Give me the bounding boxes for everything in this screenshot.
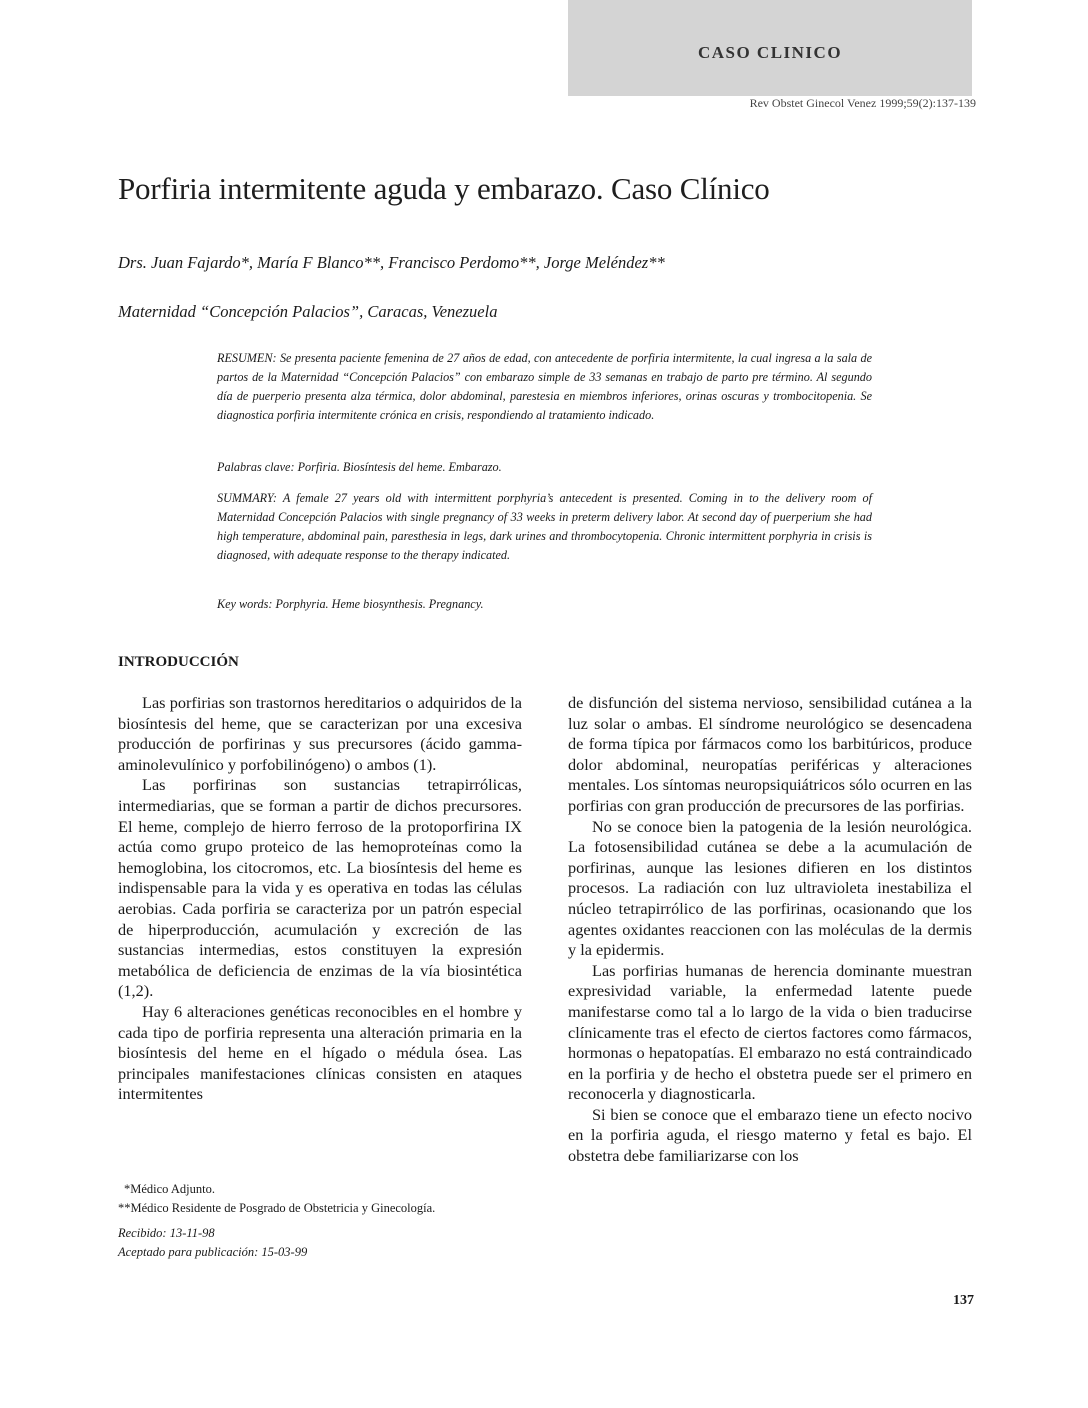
paragraph-continuation: de disfunción del sistema nervioso, sensibilidad cutánea a la luz solar o ambas. El síndrome neurológico se desencadena de forma típica por fármacos como los barbitúricos, produce dolor abdominal, neuropatías periféricas y alteraciones mentales. Los síntomas neuropsiquiátricos sólo ocurren en las porfirias con gran producción de precursores de las porfirias. <box>568 693 972 815</box>
resumen-text: Se presenta paciente femenina de 27 años de edad, con antecedente de porfiria intermitente, la cual ingresa a la sala de partos de la Maternidad “Concepción Palacios” con embarazo simple de 33 semanas en trabajo de parto pre término. Al segundo día de puerperio presenta alza térmica, dolor abdominal, parestesia en miembros inferiores, orinas oscuras y trombocitopenia. Se diagnostica porfiria intermitente crónica en crisis, respondiendo al tratamiento indicado. <box>217 351 873 422</box>
article-affiliation: Maternidad “Concepción Palacios”, Caracas, Venezuela <box>118 302 498 321</box>
footnotes <box>118 1180 538 1218</box>
abstract-resumen <box>217 349 872 425</box>
resumen-label: RESUMEN: <box>217 351 277 365</box>
footnote-medico-residente: **Médico Residente de Posgrado de Obstetricia y Ginecología. <box>118 1201 436 1215</box>
summary-label: SUMMARY: <box>217 491 277 505</box>
paragraph: Hay 6 alteraciones genéticas reconocibles en el hombre y cada tipo de porfiria representa una alteración primaria en la biosíntesis del heme en el hígado o médula ósea. Las principales manifestaciones clínicas consisten en ataques intermitentes <box>118 1001 522 1104</box>
keywords-label: Key words: <box>217 597 273 611</box>
body-column-left <box>118 693 522 1105</box>
article-authors: Drs. Juan Fajardo*, María F Blanco**, Francisco Perdomo**, Jorge Meléndez** <box>118 253 665 272</box>
section-label: CASO CLINICO <box>697 43 843 62</box>
paragraph: Las porfirias humanas de herencia dominante muestran expresividad variable, la enfermedad latente puede manifestarse como tal a lo largo de la vida o bien traducirse clínicamente tras el efecto de ciertos factores como fármacos, hormonas o hepatopatías. El embarazo no está contraindicado en la porfiria y de hecho el obstetra puede ser el primero en reconocerla y diagnosticarla. <box>568 960 972 1104</box>
keywords-text: Porphyria. Heme biosynthesis. Pregnancy. <box>275 597 484 611</box>
page-number: 137 <box>953 1293 974 1308</box>
article-title: Porfiria intermitente aguda y embarazo. Caso Clínico <box>118 171 770 206</box>
abstract-keywords <box>217 595 872 614</box>
received-date: Recibido: 13-11-98 <box>118 1226 215 1240</box>
abstract-palabras-clave <box>217 458 872 477</box>
paragraph: Si bien se conoce que el embarazo tiene un efecto nocivo en la porfiria aguda, el riesgo materno y fetal es bajo. El obstetra debe familiarizarse con los <box>568 1104 972 1166</box>
paragraph: No se conoce bien la patogenia de la lesión neurológica. La fotosensibilidad cutánea se debe a la acumulación de porfirinas, aunque las lesiones difieren en los distintos procesos. La radiación con luz ultravioleta inestabiliza el núcleo tetrapirrólico de las porfirinas, ocasionando que los agentes oxidantes reaccionen con las moléculas de la dermis y la epidermis. <box>568 816 972 960</box>
journal-citation: Rev Obstet Ginecol Venez 1999;59(2):137-139 <box>749 96 976 110</box>
article-dates <box>118 1224 307 1262</box>
palabras-label: Palabras clave: <box>217 460 295 474</box>
summary-text: A female 27 years old with intermittent porphyria’s antecedent is presented. Coming in to the delivery room of Maternidad Concepción Palacios with single pregnancy of 33 weeks in preterm delivery labor. At second day of puerperium she had high temperature, abdominal pain, paresthesia in legs, dark urines and thrombocytopenia. Chronic intermittent porphyria in crisis is diagnosed, with adequate response to the therapy indicated. <box>217 491 872 562</box>
footnote-medico-adjunto: *Médico Adjunto. <box>124 1182 215 1196</box>
paragraph: Las porfirias son trastornos hereditarios o adquiridos de la biosíntesis del heme, que se caracterizan por una excesiva producción de porfirinas y sus precursores (ácido gamma-aminolevulínico y porfobilinógeno) o ambos (1). <box>118 693 522 774</box>
palabras-text: Porfiria. Biosíntesis del heme. Embarazo. <box>297 460 502 474</box>
accepted-date: Aceptado para publicación: 15-03-99 <box>118 1245 308 1259</box>
paragraph: Las porfirinas son sustancias tetrapirrólicas, intermediarias, que se forman a partir de dichos precursores. El heme, complejo de hierro ferroso de la protoporfirina IX actúa como grupo proteico de las hemoproteínas como la hemoglobina, los citocromos, etc. La biosíntesis del heme es indispensable para la vida y es operativa en todas las células aerobias. Cada porfiria se caracteriza por un patrón especial de hiperproducción, acumulación y excreción de las sustancias intermedias, estos constituyen la expresión metabólica de deficiencia de enzimas de la vía biosintética (1,2). <box>118 775 522 1001</box>
section-header-box <box>568 0 972 96</box>
abstract-summary <box>217 489 872 565</box>
section-heading-introduccion: INTRODUCCIÓN <box>118 654 239 670</box>
body-column-right <box>568 693 972 1167</box>
